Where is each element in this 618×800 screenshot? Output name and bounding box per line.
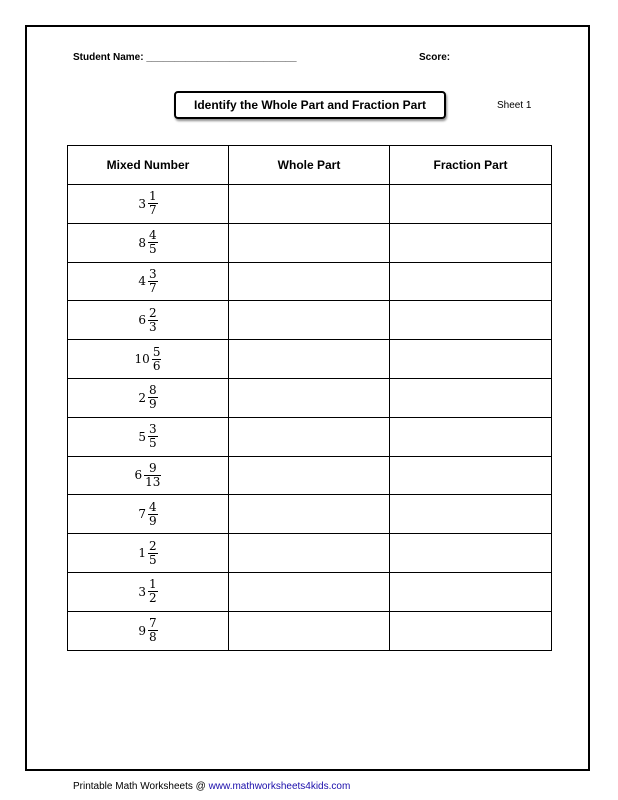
denominator: 3 bbox=[149, 319, 157, 334]
mixed-number bbox=[68, 423, 228, 450]
fraction bbox=[148, 384, 158, 411]
worksheet-title: Identify the Whole Part and Fraction Part bbox=[174, 91, 446, 119]
mixed-number-cell bbox=[68, 185, 229, 224]
score-label: Score: bbox=[419, 52, 451, 63]
mixed-number-cell bbox=[68, 611, 229, 650]
numerator: 5 bbox=[152, 344, 161, 359]
footer-text: Printable Math Worksheets @ bbox=[73, 781, 209, 792]
table-row bbox=[68, 301, 552, 340]
sheet-label: Sheet 1 bbox=[497, 100, 532, 111]
denominator: 5 bbox=[149, 436, 157, 451]
whole-part-answer-cell[interactable] bbox=[229, 301, 390, 340]
numerator: 3 bbox=[149, 266, 157, 281]
whole-number: 2 bbox=[138, 390, 146, 405]
fraction-part-answer-cell[interactable] bbox=[390, 262, 552, 301]
numerator: 7 bbox=[149, 616, 157, 631]
whole-part-answer-cell[interactable] bbox=[229, 417, 390, 456]
fraction-part-answer-cell[interactable] bbox=[390, 378, 552, 417]
numerator: 4 bbox=[149, 228, 157, 243]
table-row bbox=[68, 378, 552, 417]
fraction-part-answer-cell[interactable] bbox=[390, 301, 552, 340]
fraction-part-answer-cell[interactable] bbox=[390, 572, 552, 611]
table-row bbox=[68, 495, 552, 534]
student-name-label: Student Name: bbox=[73, 52, 144, 63]
whole-part-answer-cell[interactable] bbox=[229, 223, 390, 262]
whole-part-answer-cell[interactable] bbox=[229, 378, 390, 417]
column-header-mixed-number: Mixed Number bbox=[68, 146, 229, 185]
table-row bbox=[68, 185, 552, 224]
denominator: 6 bbox=[152, 358, 161, 373]
whole-part-answer-cell[interactable] bbox=[229, 495, 390, 534]
numerator: 4 bbox=[149, 499, 157, 514]
fraction bbox=[144, 462, 161, 489]
worksheet-table bbox=[67, 145, 552, 651]
denominator: 2 bbox=[149, 591, 157, 606]
whole-number: 3 bbox=[138, 584, 146, 599]
denominator: 5 bbox=[149, 552, 157, 567]
mixed-number-cell bbox=[68, 340, 229, 379]
whole-part-answer-cell[interactable] bbox=[229, 340, 390, 379]
fraction-part-answer-cell[interactable] bbox=[390, 456, 552, 495]
whole-number: 8 bbox=[138, 235, 146, 250]
footer-link[interactable]: www.mathworksheets4kids.com bbox=[208, 781, 351, 792]
denominator: 13 bbox=[145, 474, 161, 489]
student-name-field[interactable] bbox=[73, 52, 297, 63]
table-row bbox=[68, 456, 552, 495]
mixed-number bbox=[68, 268, 228, 295]
mixed-number-cell bbox=[68, 262, 229, 301]
table-row bbox=[68, 262, 552, 301]
whole-number: 7 bbox=[138, 507, 146, 522]
whole-number: 6 bbox=[134, 468, 143, 483]
mixed-number-cell bbox=[68, 495, 229, 534]
table-row bbox=[68, 417, 552, 456]
mixed-number-cell bbox=[68, 301, 229, 340]
fraction bbox=[148, 501, 158, 528]
whole-part-answer-cell[interactable] bbox=[229, 185, 390, 224]
fraction-part-answer-cell[interactable] bbox=[390, 185, 552, 224]
fraction-part-answer-cell[interactable] bbox=[390, 417, 552, 456]
numerator: 3 bbox=[149, 422, 157, 437]
table-row bbox=[68, 572, 552, 611]
fraction-part-answer-cell[interactable] bbox=[390, 495, 552, 534]
mixed-number bbox=[68, 578, 228, 605]
fraction bbox=[148, 307, 158, 334]
fraction bbox=[148, 229, 158, 256]
whole-number: 5 bbox=[138, 429, 146, 444]
fraction-part-answer-cell[interactable] bbox=[390, 534, 552, 573]
mixed-number-cell bbox=[68, 572, 229, 611]
denominator: 7 bbox=[149, 203, 157, 218]
table-row bbox=[68, 611, 552, 650]
mixed-number bbox=[68, 229, 228, 256]
denominator: 9 bbox=[149, 513, 157, 528]
whole-part-answer-cell[interactable] bbox=[229, 262, 390, 301]
mixed-number-cell bbox=[68, 417, 229, 456]
whole-part-answer-cell[interactable] bbox=[229, 611, 390, 650]
denominator: 7 bbox=[149, 280, 157, 295]
whole-number: 1 bbox=[138, 546, 146, 561]
mixed-number bbox=[68, 617, 228, 644]
mixed-number-cell bbox=[68, 456, 229, 495]
table-row bbox=[68, 340, 552, 379]
mixed-number bbox=[68, 346, 228, 373]
fraction bbox=[148, 190, 158, 217]
whole-number: 10 bbox=[134, 352, 150, 367]
numerator: 2 bbox=[149, 538, 157, 553]
table-header-row bbox=[68, 146, 552, 185]
denominator: 9 bbox=[149, 397, 157, 412]
column-header-fraction-part: Fraction Part bbox=[390, 146, 552, 185]
whole-part-answer-cell[interactable] bbox=[229, 572, 390, 611]
numerator: 1 bbox=[149, 577, 157, 592]
student-name-blank: ___________________________ bbox=[146, 52, 297, 63]
table-row bbox=[68, 534, 552, 573]
fraction bbox=[148, 268, 158, 295]
denominator: 5 bbox=[149, 242, 157, 257]
mixed-number bbox=[68, 384, 228, 411]
table-row bbox=[68, 223, 552, 262]
numerator: 8 bbox=[149, 383, 157, 398]
mixed-number bbox=[68, 462, 228, 489]
numerator: 2 bbox=[149, 305, 157, 320]
mixed-number-cell bbox=[68, 223, 229, 262]
column-header-whole-part: Whole Part bbox=[229, 146, 390, 185]
whole-part-answer-cell[interactable] bbox=[229, 456, 390, 495]
fraction-part-answer-cell[interactable] bbox=[390, 223, 552, 262]
whole-number: 6 bbox=[138, 313, 146, 328]
whole-number: 3 bbox=[138, 196, 146, 211]
whole-number: 9 bbox=[138, 623, 146, 638]
denominator: 8 bbox=[149, 630, 157, 645]
fraction bbox=[148, 423, 158, 450]
fraction bbox=[152, 346, 162, 373]
fraction-part-answer-cell[interactable] bbox=[390, 611, 552, 650]
mixed-number bbox=[68, 540, 228, 567]
footer bbox=[73, 781, 350, 792]
fraction bbox=[148, 540, 158, 567]
whole-number: 4 bbox=[138, 274, 146, 289]
fraction bbox=[148, 617, 158, 644]
fraction bbox=[148, 578, 158, 605]
mixed-number-cell bbox=[68, 534, 229, 573]
mixed-number bbox=[68, 307, 228, 334]
whole-part-answer-cell[interactable] bbox=[229, 534, 390, 573]
mixed-number bbox=[68, 501, 228, 528]
mixed-number-cell bbox=[68, 378, 229, 417]
fraction-part-answer-cell[interactable] bbox=[390, 340, 552, 379]
numerator: 9 bbox=[148, 460, 157, 475]
mixed-number bbox=[68, 190, 228, 217]
numerator: 1 bbox=[149, 189, 157, 204]
